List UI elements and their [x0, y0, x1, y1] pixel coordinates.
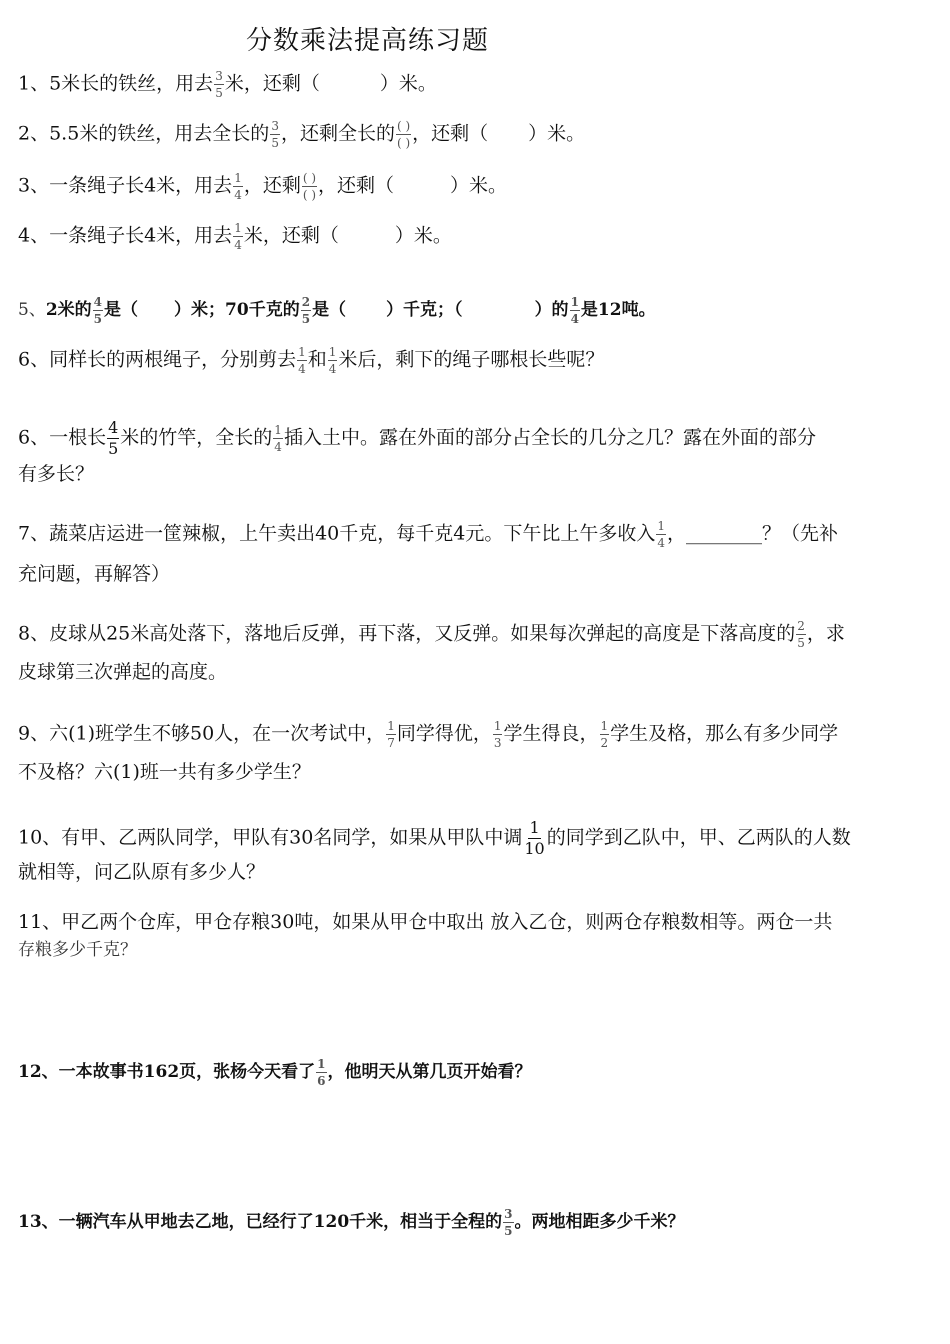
fraction: $\frac{4}{5}$	[93, 295, 103, 326]
question-7-cont: 充问题，再解答）	[18, 563, 171, 585]
fraction: $\frac{1}{4}$	[657, 519, 665, 550]
question-6b: 6、一根长 $\frac{4}{5}$ 米的竹竿，全长的 $\frac{1}{4}$ 插入土中。露在外面的部分占全长的几分之几？露在外面的部分	[18, 418, 816, 458]
fraction: $\frac{2}{5}$	[301, 295, 311, 326]
fraction: $\frac{4}{5}$	[108, 418, 119, 458]
fraction: $\frac{1}{2}$	[600, 719, 609, 750]
fraction: $\frac{3}{5}$	[215, 69, 223, 100]
fraction: $\frac{1}{4}$	[234, 221, 242, 252]
question-12: 12、一本故事书162页，张杨今天看了 $\frac{1}{6}$ ，他明天从第几页开始看？	[18, 1057, 532, 1088]
fraction: $\frac{1}{10}$	[524, 818, 545, 858]
question-8: 8、皮球从25米高处落下，落地后反弹，再下落，又反弹。如果每次弹起的高度是下落高度的 $\frac{2}{5}$ ，求	[18, 619, 845, 650]
question-2: 2、5.5米的铁丝，用去全长的 $\frac{3}{5}$ ，还剩全长的 $\frac{( )}{( )}$ ，还剩（ ）米。	[18, 119, 586, 150]
fraction: $\frac{1}{7}$	[387, 719, 395, 750]
fraction: $\frac{3}{5}$	[271, 119, 279, 150]
question-6b-cont: 有多长？	[18, 463, 95, 485]
fraction: $\frac{1}{4}$	[274, 423, 282, 454]
fraction: $\frac{1}{4}$	[298, 345, 306, 376]
question-9-cont: 不及格？六(1)班一共有多少学生？	[18, 761, 311, 783]
question-10: 10、有甲、乙两队同学，甲队有30名同学，如果从甲队中调 $\frac{1}{10}$ 的同学到乙队中，甲、乙两队的人数	[18, 818, 851, 858]
fraction-blank[interactable]: $\frac{( )}{( )}$	[302, 171, 317, 202]
fraction: $\frac{2}{5}$	[797, 619, 805, 650]
page-title: 分数乘法提高练习题	[246, 26, 490, 56]
question-4: 4、一条绳子长4米，用去 $\frac{1}{4}$ 米，还剩（ ）米。	[18, 221, 452, 252]
question-7: 7、蔬菜店运进一筐辣椒，上午卖出40千克，每千克4元。下午比上午多收入 $\frac{1}{4}$ ，________？（先补	[18, 519, 839, 550]
question-11: 11、甲乙两个仓库，甲仓存粮30吨，如果从甲仓中取出 放入乙仓，则两仓存粮数相等。两仓一共	[18, 911, 833, 933]
question-6a: 6、同样长的两根绳子，分别剪去 $\frac{1}{4}$ 和 $\frac{1}{4}$ 米后，剩下的绳子哪根长些呢？	[18, 345, 605, 376]
question-1: 1、5米长的铁丝，用去 $\frac{3}{5}$ 米，还剩（ ）米。	[18, 69, 437, 100]
question-5: 5、2米的 $\frac{4}{5}$ 是（ ）米；70千克的 $\frac{2}{5}$ 是（ ）千克；（ ）的 $\frac{1}{4}$ 是12吨。	[18, 295, 656, 326]
question-10-cont: 就相等，问乙队原有多少人？	[18, 861, 266, 883]
fraction: $\frac{1}{6}$	[317, 1057, 326, 1088]
fraction: $\frac{1}{4}$	[328, 345, 337, 376]
fraction: $\frac{1}{3}$	[493, 719, 502, 750]
question-9: 9、六(1)班学生不够50人，在一次考试中， $\frac{1}{7}$ 同学得优， $\frac{1}{3}$ 学生得良， $\frac{1}{2}$ 学生及格，那么有多少同学	[18, 719, 839, 750]
fraction: $\frac{1}{4}$	[570, 295, 579, 326]
question-13: 13、一辆汽车从甲地去乙地，已经行了120千米，相当于全程的 $\frac{3}{5}$ 。两地相距多少千米？	[18, 1207, 685, 1238]
question-11-cont: 存粮多少千克？	[18, 940, 137, 960]
fraction: $\frac{3}{5}$	[504, 1207, 513, 1238]
fraction: $\frac{1}{4}$	[234, 171, 242, 202]
question-3: 3、一条绳子长4米，用去 $\frac{1}{4}$ ，还剩 $\frac{( )}{( )}$ ，还剩（ ）米。	[18, 171, 508, 202]
question-8-cont: 皮球第三次弹起的高度。	[18, 661, 228, 683]
fraction-blank[interactable]: $\frac{( )}{( )}$	[396, 119, 411, 150]
